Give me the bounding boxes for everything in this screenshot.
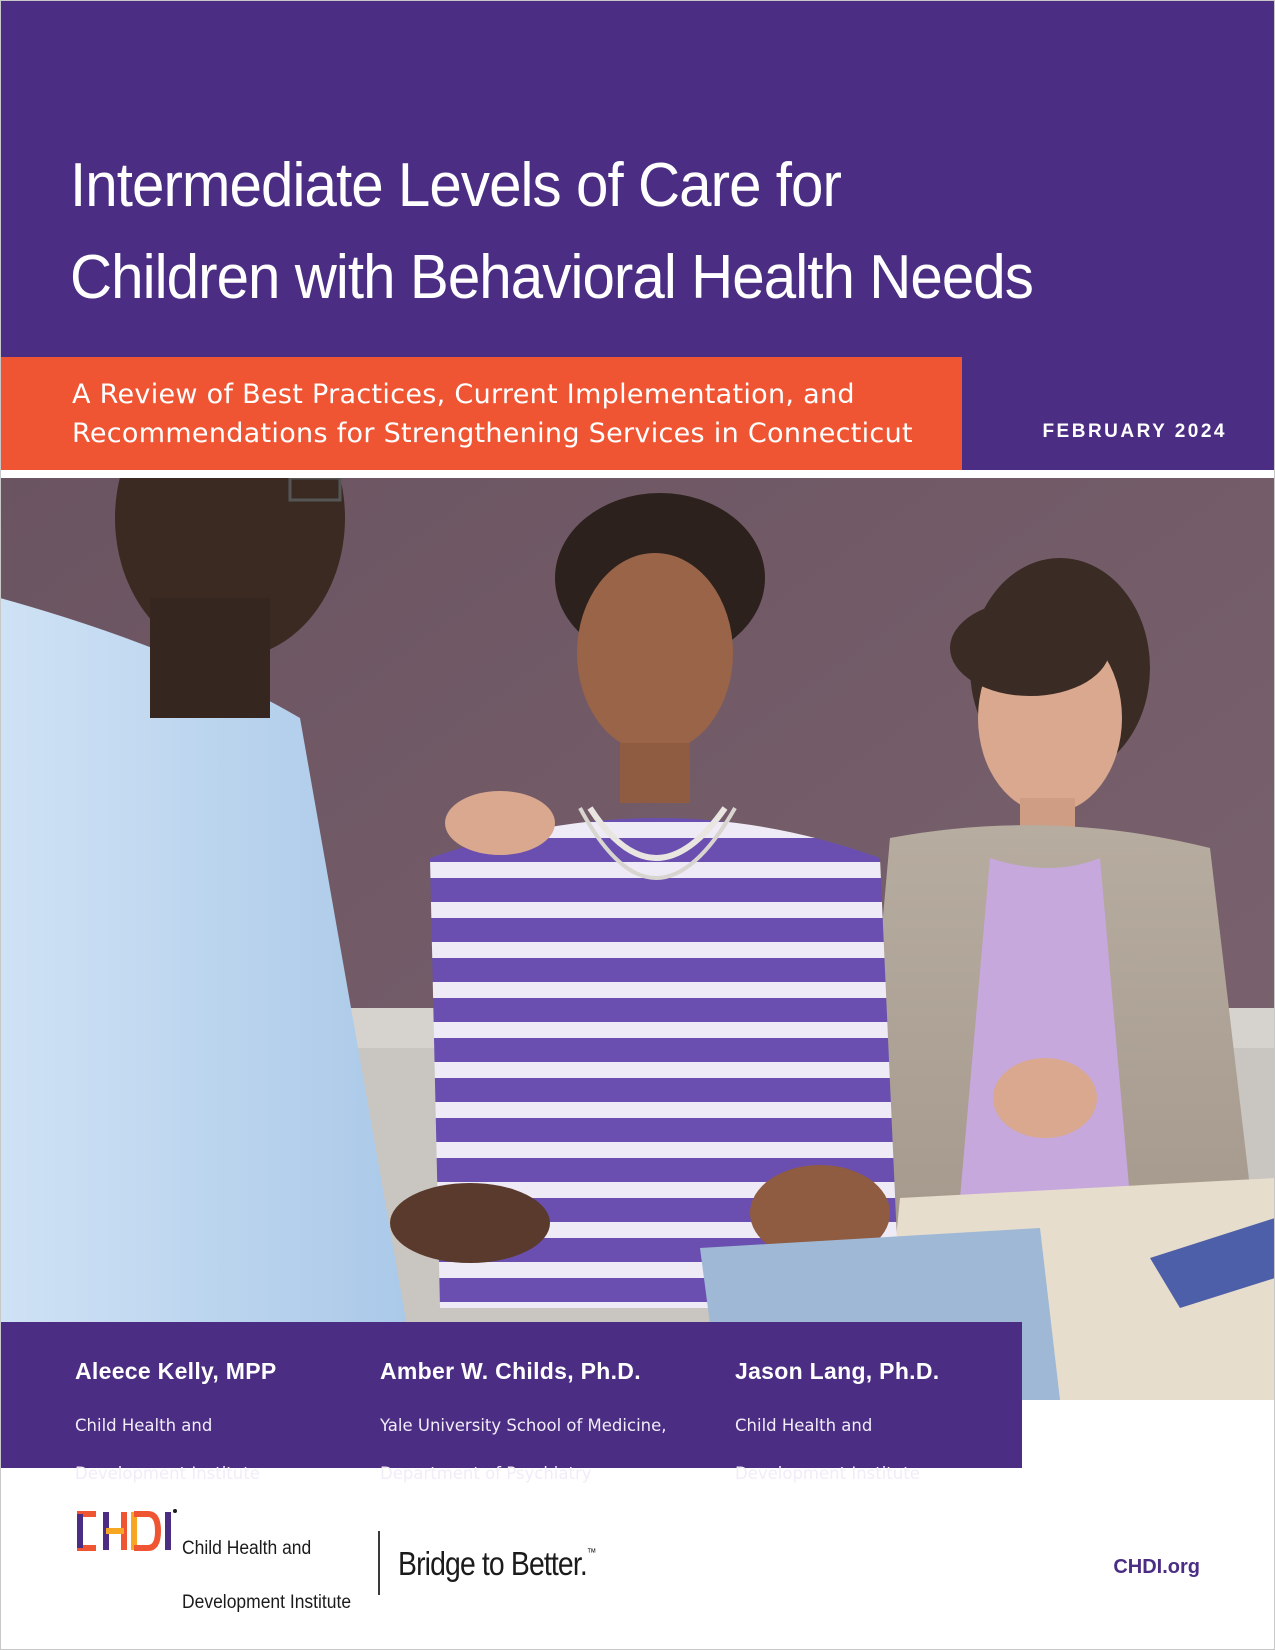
report-title-line-2: Children with Behavioral Health Needs <box>70 243 1033 312</box>
author-affiliation-line-2: Development Institute <box>75 1464 260 1483</box>
report-subtitle-line-1: A Review of Best Practices, Current Implementation, and <box>72 379 855 410</box>
author-block <box>380 1356 667 1486</box>
author-name: Jason Lang, Ph.D. <box>735 1358 940 1384</box>
publication-date: FEBRUARY 2024 <box>1042 421 1227 442</box>
report-subtitle <box>72 375 952 453</box>
report-title-line-1: Intermediate Levels of Care for <box>70 151 841 220</box>
author-name: Aleece Kelly, MPP <box>75 1358 277 1384</box>
cover-photo-illustration <box>0 478 1275 1400</box>
author-affiliation <box>75 1390 277 1486</box>
author-name: Amber W. Childs, Ph.D. <box>380 1358 641 1384</box>
author-affiliation <box>735 1390 939 1486</box>
author-affiliation-line-1: Yale University School of Medicine, <box>380 1416 667 1435</box>
subtitle-band <box>0 357 962 470</box>
chdi-logo-mark <box>72 1508 177 1554</box>
tagline <box>398 1545 595 1583</box>
author-affiliation-line-2: Department of Psychiatry <box>380 1464 592 1483</box>
tagline-text: Bridge to Better. <box>398 1545 587 1582</box>
footer-divider <box>378 1531 380 1595</box>
trademark-mark: ™ <box>586 1547 596 1559</box>
website-link[interactable]: CHDI.org <box>1113 1556 1200 1578</box>
logo-text-line-1: Child Health and <box>182 1538 312 1559</box>
author-affiliation <box>380 1390 667 1486</box>
cover-photo <box>0 478 1275 1400</box>
divider-rule <box>0 470 1275 478</box>
report-title <box>70 140 1151 324</box>
cover-header <box>0 0 1275 470</box>
report-subtitle-line-2: Recommendations for Strengthening Services in Connecticut <box>72 418 913 449</box>
author-affiliation-line-2: Development Institute <box>735 1464 920 1483</box>
author-affiliation-line-1: Child Health and <box>735 1416 873 1435</box>
author-affiliation-line-1: Child Health and <box>75 1416 213 1435</box>
authors-band <box>0 1322 1022 1483</box>
chdi-logo-text <box>182 1508 366 1616</box>
logo-text-line-2: Development Institute <box>182 1592 352 1613</box>
author-block <box>735 1356 939 1486</box>
author-block <box>75 1356 277 1486</box>
